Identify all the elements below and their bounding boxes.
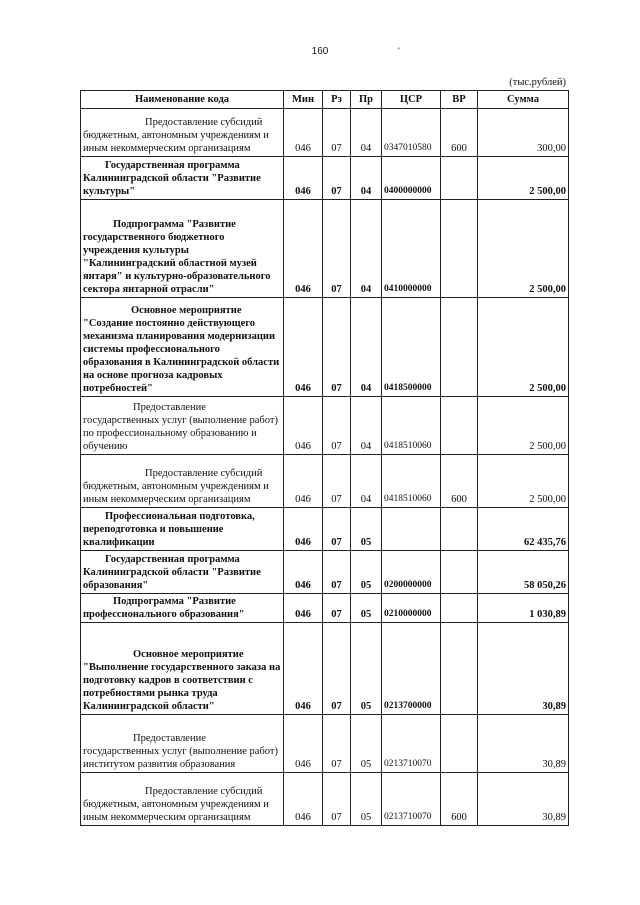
row-csr: 0418510060 [382,397,441,455]
row-csr: 0410000000 [382,200,441,298]
table-row [81,508,569,551]
header-rz: Рз [323,91,351,109]
row-sum: 30,89 [478,773,569,826]
row-name: Предоставление субсидий бюджетным, автономным учреждениям и иным некоммерческим организациям [81,455,284,508]
row-sum: 30,89 [478,623,569,715]
row-name: Предоставление государственных услуг (выполнение работ) по профессиональному образованию и обучению [81,397,284,455]
page-mark: ' [398,46,400,56]
units-label: (тыс.рублей) [509,77,566,88]
table-row [81,157,569,200]
row-min: 046 [284,594,323,623]
row-pr: 04 [351,200,382,298]
row-rz: 07 [323,157,351,200]
row-vr [441,551,478,594]
row-rz: 07 [323,397,351,455]
table-header-row [81,91,569,109]
row-name: Профессиональная подготовка, переподготовка и повышение квалификации [81,508,284,551]
row-csr: 0213710070 [382,715,441,773]
budget-table-container [80,90,568,826]
row-min: 046 [284,508,323,551]
row-min: 046 [284,455,323,508]
header-min: Мин [284,91,323,109]
row-vr [441,298,478,397]
table-row [81,200,569,298]
header-pr: Пр [351,91,382,109]
row-name: Государственная программа Калининградской области "Развитие образования" [81,551,284,594]
row-min: 046 [284,551,323,594]
row-sum: 2 500,00 [478,157,569,200]
header-vr: ВР [441,91,478,109]
row-sum: 300,00 [478,109,569,157]
budget-table [80,90,569,826]
row-rz: 07 [323,551,351,594]
row-pr: 04 [351,455,382,508]
row-min: 046 [284,715,323,773]
row-rz: 07 [323,773,351,826]
table-row [81,109,569,157]
row-vr [441,397,478,455]
row-vr: 600 [441,455,478,508]
row-vr [441,508,478,551]
row-name: Основное мероприятие "Создание постоянно действующего механизма планирования модернизации системы профессионального образования в Калининградской области на основе прогноза кадровых потребностей" [81,298,284,397]
row-pr: 05 [351,551,382,594]
row-sum: 2 500,00 [478,397,569,455]
row-sum: 58 050,26 [478,551,569,594]
row-min: 046 [284,773,323,826]
row-rz: 07 [323,715,351,773]
row-min: 046 [284,397,323,455]
table-row [81,551,569,594]
row-rz: 07 [323,623,351,715]
row-pr: 04 [351,397,382,455]
header-name: Наименование кода [81,91,284,109]
row-sum: 1 030,89 [478,594,569,623]
row-pr: 04 [351,298,382,397]
row-pr: 04 [351,109,382,157]
row-vr [441,200,478,298]
row-rz: 07 [323,594,351,623]
row-rz: 07 [323,109,351,157]
table-row [81,298,569,397]
table-row [81,715,569,773]
row-vr [441,623,478,715]
row-rz: 07 [323,200,351,298]
row-sum: 2 500,00 [478,455,569,508]
row-vr [441,715,478,773]
row-name: Подпрограмма "Развитие государственного бюджетного учреждения культуры "Калининградский областной музей янтаря" и культурно-образовательного сектора янтарной отрасли" [81,200,284,298]
row-vr: 600 [441,109,478,157]
row-sum: 62 435,76 [478,508,569,551]
row-vr: 600 [441,773,478,826]
row-name: Предоставление государственных услуг (выполнение работ) институтом развития образования [81,715,284,773]
row-min: 046 [284,157,323,200]
row-min: 046 [284,623,323,715]
row-pr: 05 [351,594,382,623]
row-pr: 04 [351,157,382,200]
row-rz: 07 [323,508,351,551]
row-pr: 05 [351,508,382,551]
row-sum: 30,89 [478,715,569,773]
table-row [81,773,569,826]
row-min: 046 [284,200,323,298]
row-min: 046 [284,298,323,397]
row-csr: 0213700000 [382,623,441,715]
row-pr: 05 [351,715,382,773]
row-csr: 0400000000 [382,157,441,200]
table-row [81,594,569,623]
row-name: Предоставление субсидий бюджетным, автономным учреждениям и иным некоммерческим организациям [81,773,284,826]
row-vr [441,594,478,623]
row-pr: 05 [351,773,382,826]
table-row [81,455,569,508]
header-sum: Сумма [478,91,569,109]
row-sum: 2 500,00 [478,200,569,298]
row-name: Основное мероприятие "Выполнение государственного заказа на подготовку кадров в соответствии с потребностями рынка труда Калининградской области" [81,623,284,715]
row-csr: 0418510060 [382,455,441,508]
row-csr: 0213710070 [382,773,441,826]
row-name: Предоставление субсидий бюджетным, автономным учреждениям и иным некоммерческим организациям [81,109,284,157]
row-name: Государственная программа Калининградской области "Развитие культуры" [81,157,284,200]
row-csr: 0210000000 [382,594,441,623]
row-csr: 0347010580 [382,109,441,157]
header-csr: ЦСР [382,91,441,109]
row-pr: 05 [351,623,382,715]
row-sum: 2 500,00 [478,298,569,397]
row-csr: 0200000000 [382,551,441,594]
row-rz: 07 [323,455,351,508]
row-csr [382,508,441,551]
table-body [81,109,569,826]
row-rz: 07 [323,298,351,397]
row-min: 046 [284,109,323,157]
row-csr: 0418500000 [382,298,441,397]
row-name: Подпрограмма "Развитие профессионального образования" [81,594,284,623]
table-row [81,623,569,715]
page-number: 160 [311,46,329,57]
table-row [81,397,569,455]
row-vr [441,157,478,200]
